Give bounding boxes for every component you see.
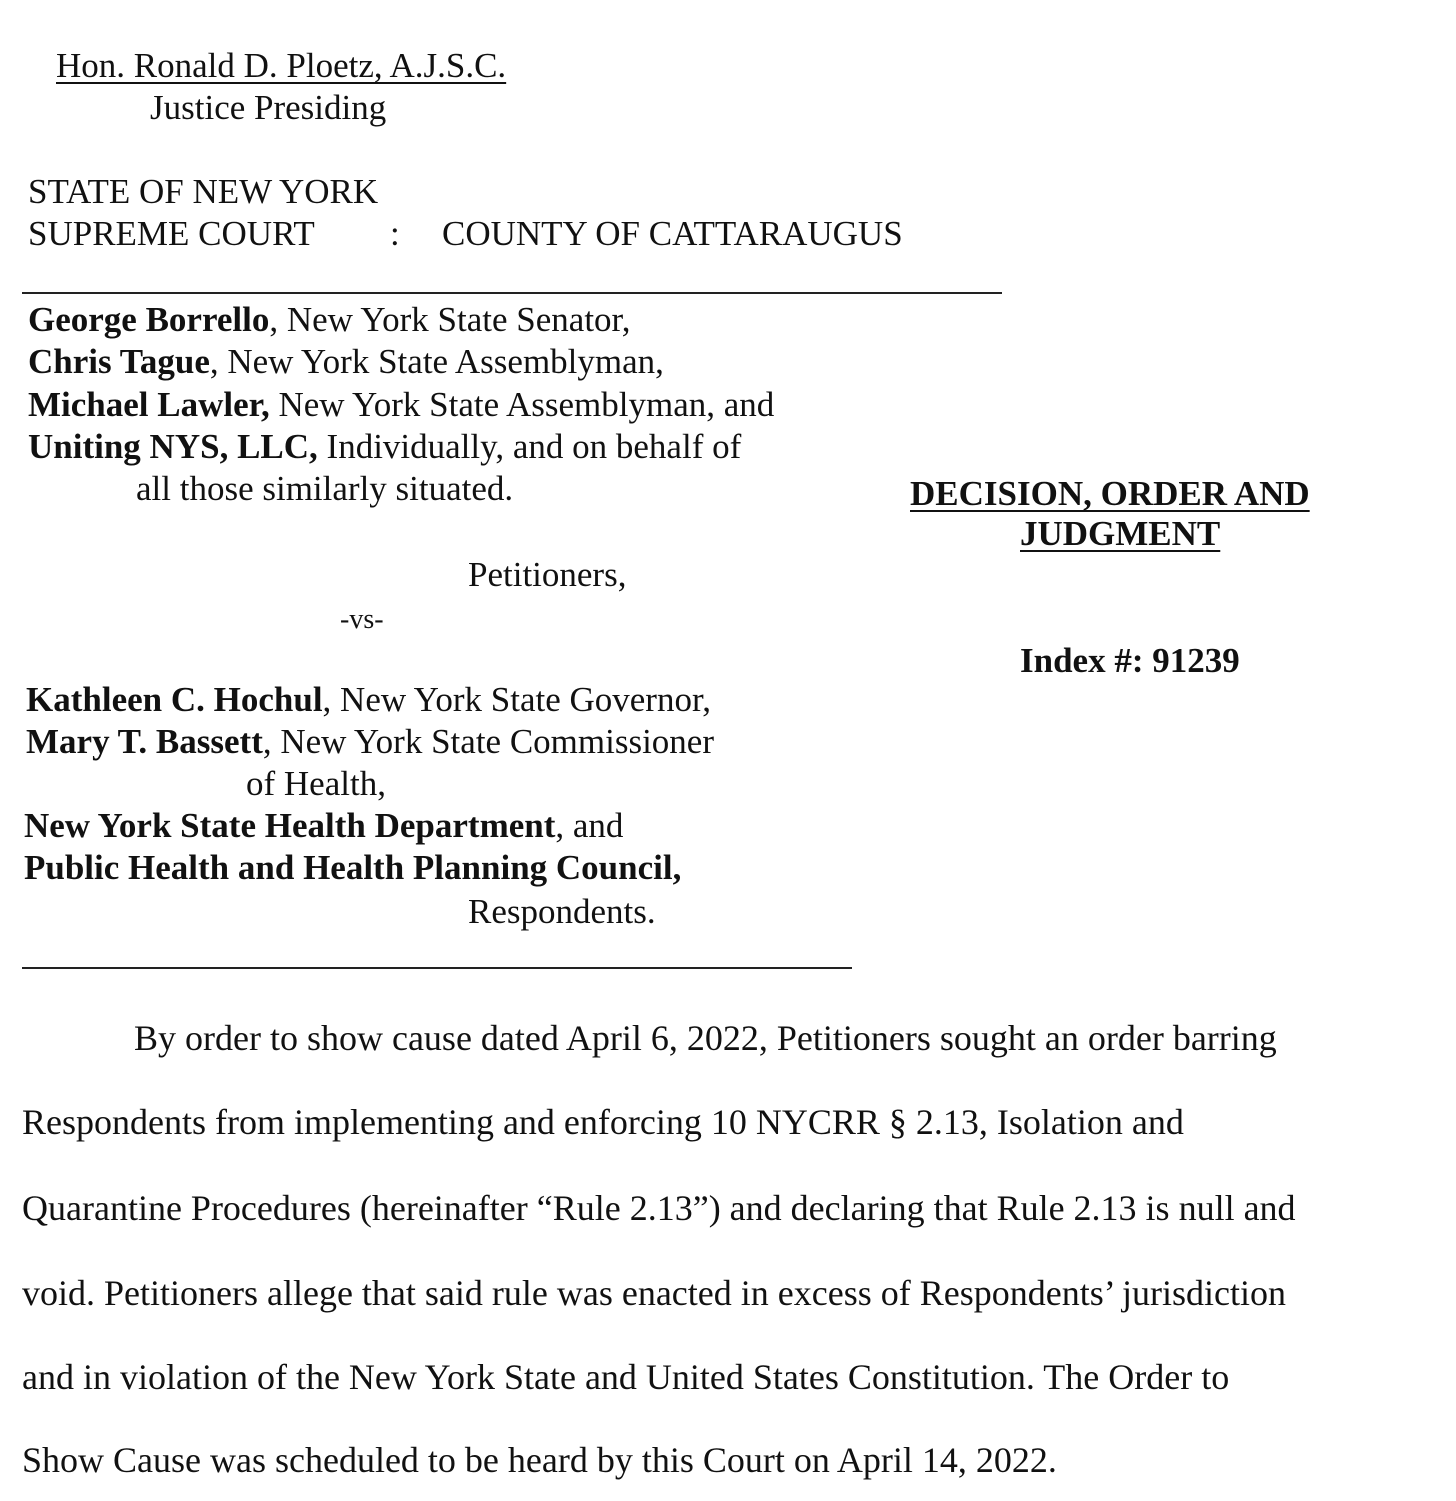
body-line: Show Cause was scheduled to be heard by this Court on April 14, 2022. bbox=[22, 1440, 1057, 1480]
court-name: SUPREME COURT bbox=[28, 214, 315, 253]
respondent-desc: , and bbox=[555, 806, 624, 845]
petitioner-line bbox=[28, 427, 741, 467]
respondent-desc: , New York State Governor, bbox=[322, 680, 711, 719]
petitioner-line bbox=[28, 300, 631, 340]
respondent-name: Kathleen C. Hochul bbox=[26, 680, 323, 719]
respondent-line bbox=[26, 680, 711, 720]
respondent-continuation: of Health, bbox=[246, 764, 386, 803]
caption-top-rule bbox=[22, 292, 1002, 294]
county-name: COUNTY OF CATTARAUGUS bbox=[442, 214, 903, 253]
body-line: void. Petitioners allege that said rule was enacted in excess of Respondents’ jurisdiction bbox=[22, 1273, 1287, 1313]
document-title-line1: DECISION, ORDER AND bbox=[910, 474, 1310, 513]
judge-title: Justice Presiding bbox=[150, 88, 387, 127]
respondent-name: Mary T. Bassett bbox=[26, 722, 263, 761]
petitioner-desc: New York State Assemblyman, and bbox=[269, 385, 775, 424]
respondent-line bbox=[26, 722, 714, 762]
judge-name: Hon. Ronald D. Ploetz, A.J.S.C. bbox=[56, 46, 507, 85]
respondent-name: New York State Health Department bbox=[24, 806, 556, 845]
respondent-desc: , New York State Commissioner bbox=[262, 722, 714, 761]
petitioner-desc: , New York State Assemblyman, bbox=[209, 342, 664, 381]
petitioner-continuation: all those similarly situated. bbox=[136, 469, 514, 508]
document-title-line2: JUDGMENT bbox=[1020, 514, 1221, 553]
body-line: Quarantine Procedures (hereinafter “Rule 2.13”) and declaring that Rule 2.13 is null and bbox=[22, 1188, 1296, 1228]
respondents-label: Respondents. bbox=[468, 892, 656, 931]
petitioner-name: Chris Tague bbox=[28, 342, 210, 381]
court-separator: : bbox=[390, 214, 400, 253]
respondent-line bbox=[24, 806, 623, 846]
petitioner-line bbox=[28, 385, 774, 425]
petitioner-name: Uniting NYS, LLC, bbox=[28, 427, 318, 466]
versus-label: -vs- bbox=[340, 604, 384, 635]
respondent-name: Public Health and Health Planning Council, bbox=[24, 848, 682, 887]
petitioner-name: George Borrello bbox=[28, 300, 270, 339]
caption-bottom-rule bbox=[22, 967, 852, 969]
body-line: By order to show cause dated April 6, 2022, Petitioners sought an order barring bbox=[134, 1018, 1277, 1058]
body-line: and in violation of the New York State and United States Constitution. The Order to bbox=[22, 1357, 1230, 1397]
petitioner-desc: , New York State Senator, bbox=[269, 300, 631, 339]
state-heading: STATE OF NEW YORK bbox=[28, 172, 379, 211]
petitioners-label: Petitioners, bbox=[468, 555, 627, 594]
petitioner-name: Michael Lawler, bbox=[28, 385, 270, 424]
body-line: Respondents from implementing and enforcing 10 NYCRR § 2.13, Isolation and bbox=[22, 1102, 1184, 1142]
petitioner-line bbox=[28, 342, 664, 382]
respondent-line bbox=[24, 848, 681, 888]
petitioner-desc: Individually, and on behalf of bbox=[317, 427, 742, 466]
index-number: Index #: 91239 bbox=[1020, 641, 1240, 680]
